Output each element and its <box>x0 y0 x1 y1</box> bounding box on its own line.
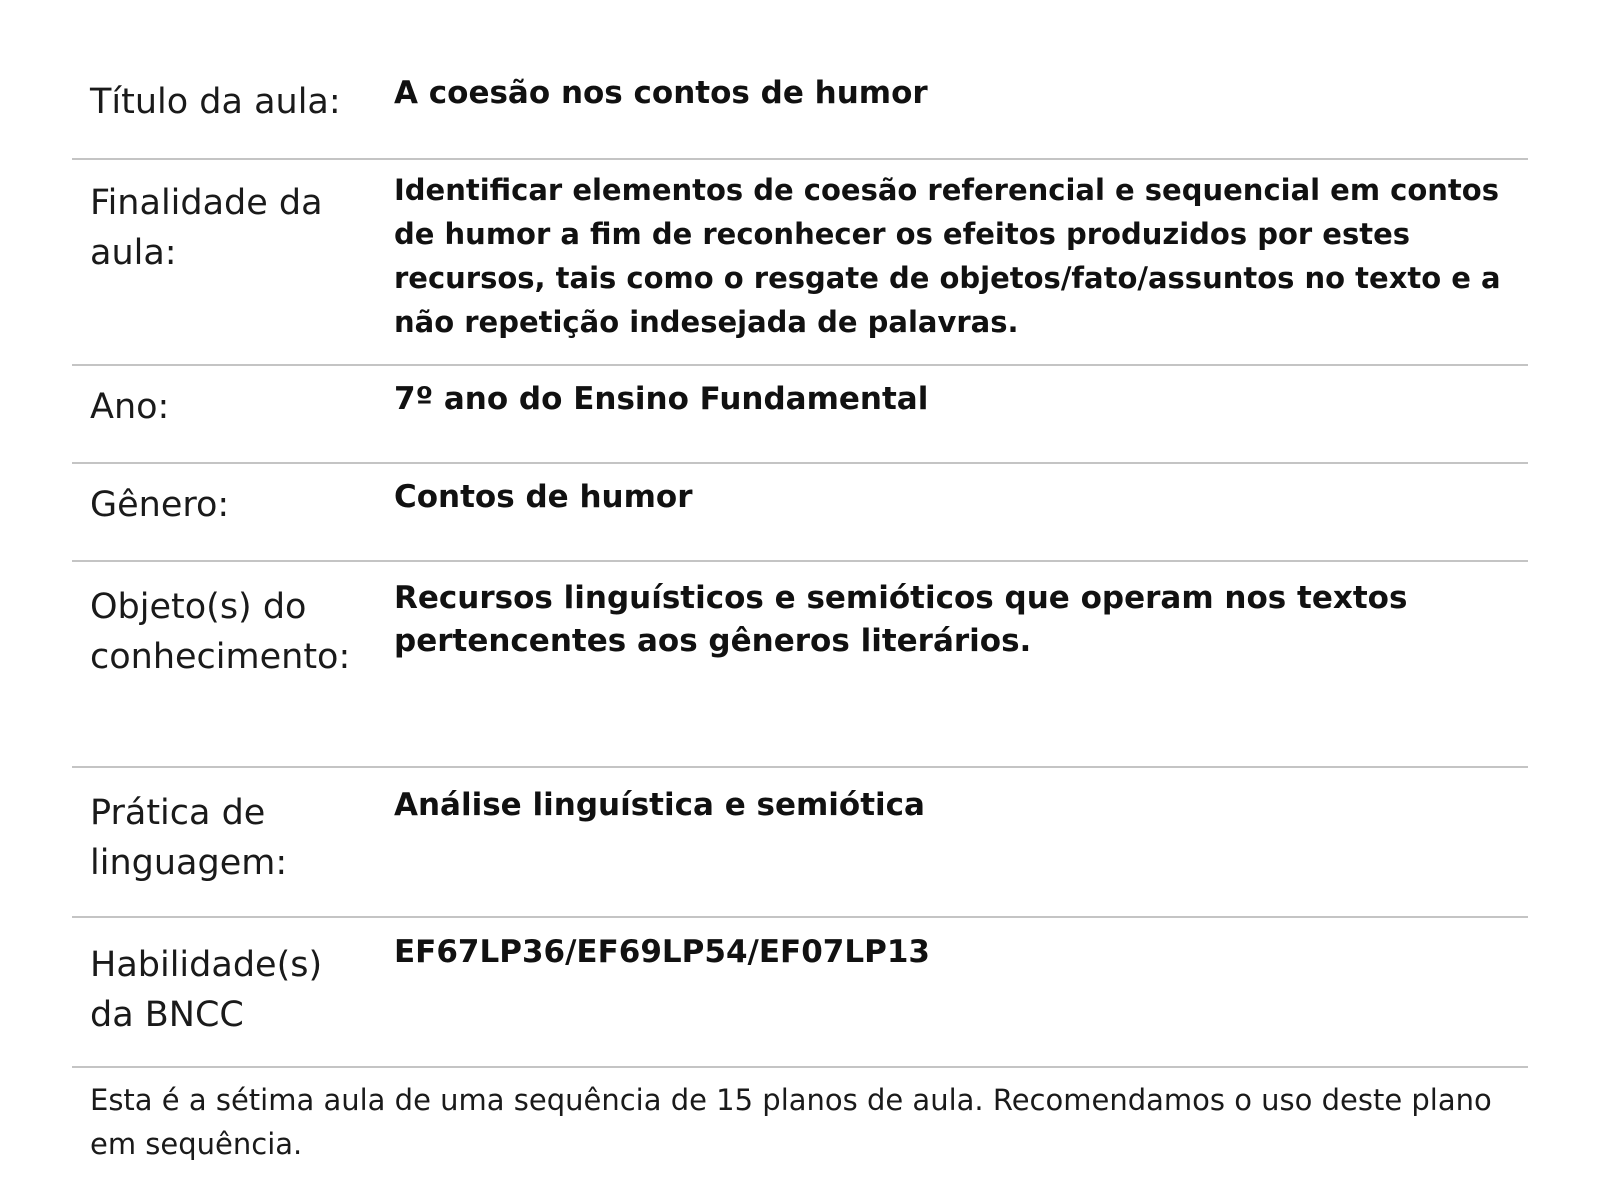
row-bncc-skills <box>72 918 1528 1068</box>
language-practice-value: Análise linguística e semiótica <box>394 787 925 823</box>
row-lesson-purpose <box>72 160 1528 366</box>
knowledge-objects-value: Recursos linguísticos e semióticos que operam nos textos pertencentes aos gêneros literários. <box>394 580 1408 659</box>
language-practice-label: Prática de linguagem: <box>90 793 288 883</box>
bncc-skills-label: Habilidade(s) da BNCC <box>90 945 323 1035</box>
row-lesson-title <box>72 60 1528 160</box>
row-language-practice <box>72 768 1528 918</box>
bncc-skills-value: EF67LP36/EF69LP54/EF07LP13 <box>394 934 930 970</box>
row-school-year <box>72 366 1528 464</box>
row-genre <box>72 464 1528 562</box>
sequence-note: Esta é a sétima aula de uma sequência de 15 planos de aula. Recomendamos o uso deste plano em sequência. <box>90 1083 1492 1161</box>
genre-value: Contos de humor <box>394 479 693 515</box>
lesson-purpose-label: Finalidade da aula: <box>90 183 323 273</box>
school-year-value: 7º ano do Ensino Fundamental <box>394 381 929 417</box>
row-knowledge-objects <box>72 562 1528 768</box>
school-year-label: Ano: <box>90 387 170 427</box>
lesson-title-label: Título da aula: <box>90 82 341 122</box>
genre-label: Gênero: <box>90 485 230 525</box>
lesson-purpose-value: Identificar elementos de coesão referencial e sequencial em contos de humor a fim de reconhecer os efeitos produzidos por estes recursos, tais como o resgate de objetos/fato/assuntos no texto e a não repetição indesejada de palavras. <box>394 173 1501 339</box>
lesson-title-value: A coesão nos contos de humor <box>394 75 928 111</box>
knowledge-objects-label: Objeto(s) do conhecimento: <box>90 587 351 677</box>
